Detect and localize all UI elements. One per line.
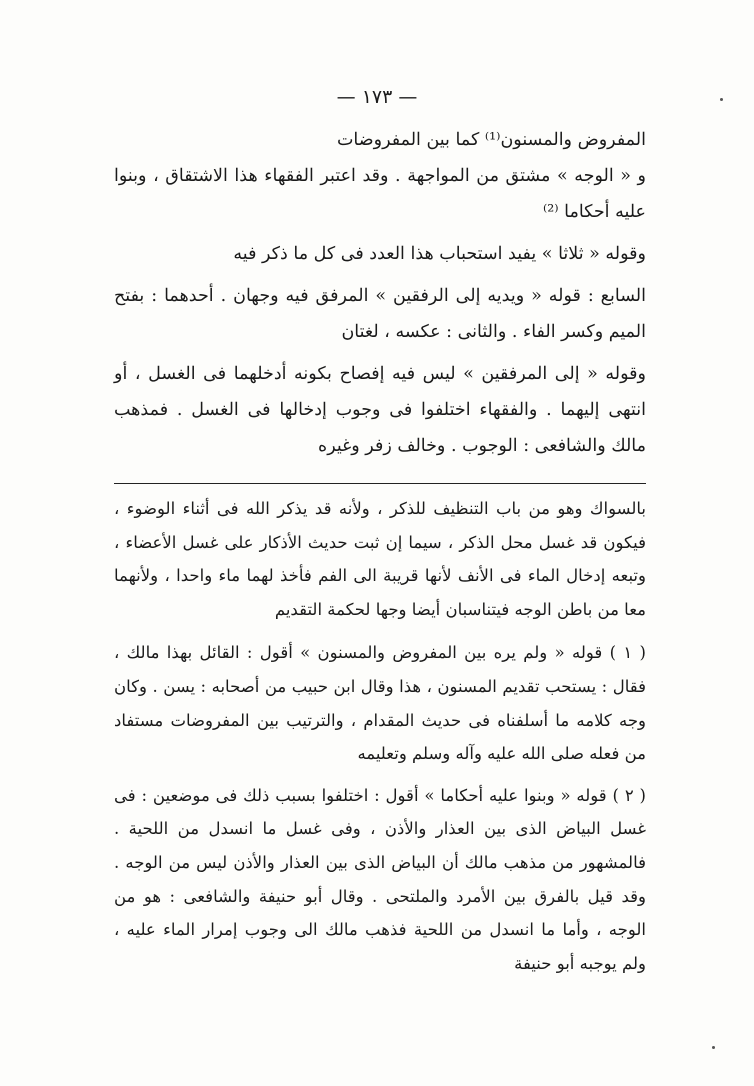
- main-paragraph-4: السابع : قوله « ويديه إلى الرفقين » المرفق فيه وجهان . أحدهما : بفتح الميم وكسر الفاء . والثانى : عكسه ، لغتان: [114, 286, 646, 342]
- footnote-1: ( ١ ) قوله « ولم يره بين المفروض والمسنون » أقول : القائل بهذا مالك ، فقال : يستحب تقديم المسنون ، هذا وقال ابن حبيب من أصحابه : يسن . وكان وجه كلامه ما أسلفناه فى حديث المقدام ، والترتيب بين المفروضات مستفاد من فعله صلى الله عليه وآله وسلم وتعليمه: [114, 643, 646, 764]
- main-paragraph-1: المفروض والمسنون⁽¹⁾ كما بين المفروضات: [336, 130, 646, 150]
- main-paragraph-2: و « الوجه » مشتق من المواجهة . وقد اعتبر الفقهاء هذا الاشتقاق ، وبنوا عليه أحكاما ⁽²⁾: [114, 166, 646, 222]
- footnote-divider: [114, 483, 646, 484]
- footnote-2: ( ٢ ) قوله « وبنوا عليه أحكاما » أقول : اختلفوا بسبب ذلك فى موضعين : فى غسل البياض الذى بين العذار والأذن ، وفى غسل ما انسدل من اللحية . فالمشهور من مذهب مالك أن البياض الذى بين العذار والأذن ليس من الوجه . وقد قيل بالفرق بين الأمرد والملتحى . وقال أبو حنيفة والشافعى : هو من الوجه ، وأما ما انسدل من اللحية فذهب مالك الى وجوب إمرار الماء عليه ، ولم يوجبه أبو حنيفة: [114, 785, 646, 973]
- paper-speck: [712, 1046, 715, 1049]
- page-number: — ١٧٣ —: [336, 86, 418, 108]
- footnote-continuation: بالسواك وهو من باب التنظيف للذكر ، ولأنه قد يذكر الله فى أثناء الوضوء ، فيكون قد غسل محل الذكر ، سيما إن ثبت حديث الأذكار على غسل الأعضاء ، وتبعه إدخال الماء فى الأنف لأنها قريبة الى الفم فأخذ لهما ماء واحدا ، ولأنهما معا من باطن الوجه فيتناسبان أيضا وجها لحكمة التقديم: [114, 499, 646, 619]
- main-text-block: [114, 122, 646, 470]
- main-paragraph-5: وقوله « إلى المرفقين » ليس فيه إفصاح بكونه أدخلهما فى الغسل ، أو انتهى إليهما . والفقهاء اختلفوا فى وجوب إدخالها فى الغسل . فمذهب مالك والشافعى : الوجوب . وخالف زفر وغيره: [114, 364, 646, 456]
- footnotes-block: [114, 492, 646, 988]
- paper-speck: [720, 98, 723, 101]
- main-paragraph-3: وقوله « ثلاثا » يفيد استحباب هذا العدد فى كل ما ذكر فيه: [233, 244, 646, 264]
